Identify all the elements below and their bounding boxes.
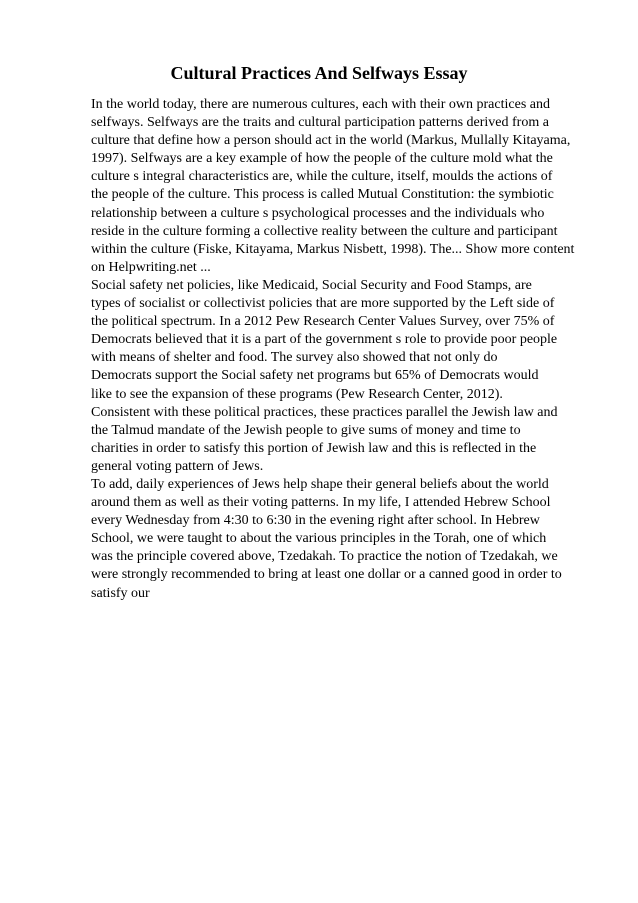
body-line: with means of shelter and food. The survey also showed that not only do [91,350,498,366]
body-line: selfways. Selfways are the traits and cultural participation patterns derived from a [91,115,549,131]
body-line: every Wednesday from 4:30 to 6:30 in the evening right after school. In Hebrew [91,513,540,529]
body-line: the Talmud mandate of the Jewish people to give sums of money and time to [91,422,521,438]
body-line: were strongly recommended to bring at least one dollar or a canned good in order to [91,567,562,583]
document-title: Cultural Practices And Selfways Essay [170,63,468,83]
body-line: relationship between a culture s psychological processes and the individuals who [91,205,545,221]
body-line: In the world today, there are numerous cultures, each with their own practices and [91,97,550,112]
body-line: within the culture (Fiske, Kitayama, Markus Nisbett, 1998). The... Show more content [91,241,575,257]
body-line: the people of the culture. This process is called Mutual Constitution: the symbiotic [91,187,554,203]
body-line: Social safety net policies, like Medicaid, Social Security and Food Stamps, are [91,277,532,293]
body-line: on Helpwriting.net ... [91,259,211,275]
body-line: types of socialist or collectivist policies that are more supported by the Left side of [91,296,555,312]
body-line: To add, daily experiences of Jews help shape their general beliefs about the world [91,476,549,492]
body-line: Democrats support the Social safety net programs but 65% of Democrats would [91,368,539,384]
body-line: satisfy our [91,585,150,601]
body-line: Consistent with these political practices, these practices parallel the Jewish law and [91,404,558,420]
body-line: was the principle covered above, Tzedakah. To practice the notion of Tzedakah, we [91,549,558,565]
document-body [91,96,611,603]
body-line: charities in order to satisfy this portion of Jewish law and this is reflected in the [91,440,537,456]
body-line: Democrats believed that it is a part of the government s role to provide poor people [91,332,558,348]
body-line: like to see the expansion of these programs (Pew Research Center, 2012). [91,386,503,402]
body-line: 1997). Selfways are a key example of how the people of the culture mold what the [91,151,553,167]
body-line: School, we were taught to about the various principles in the Torah, one of which [91,531,547,547]
body-line: culture s integral characteristics are, while the culture, itself, moulds the actions of [91,169,553,185]
body-line: culture that define how a person should act in the world (Markus, Mullally Kitayama, [91,133,571,149]
body-line: the political spectrum. In a 2012 Pew Research Center Values Survey, over 75% of [91,314,555,330]
body-line: around them as well as their voting patterns. In my life, I attended Hebrew School [91,495,551,511]
body-line: general voting pattern of Jews. [91,458,264,474]
body-line: reside in the culture forming a collective reality between the culture and participant [91,223,558,239]
